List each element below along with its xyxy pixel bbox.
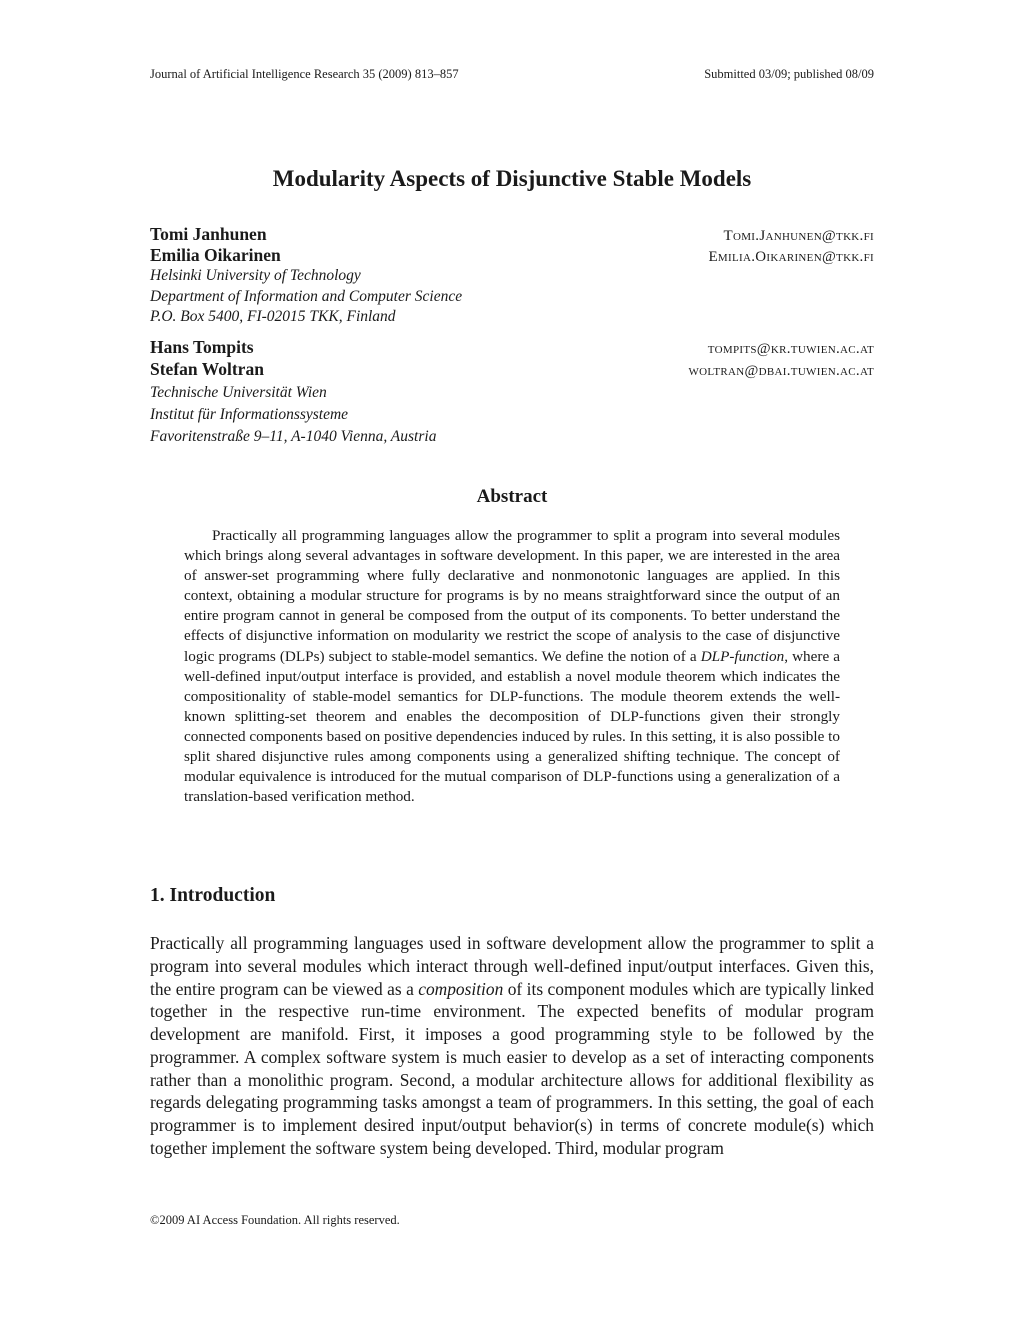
affiliation-line: P.O. Box 5400, FI-02015 TKK, Finland	[150, 308, 396, 325]
author-email: Emilia.Oikarinen@tkk.fi	[708, 249, 874, 265]
copyright-notice: ©2009 AI Access Foundation. All rights reserved.	[150, 1213, 400, 1227]
author-row	[150, 359, 874, 382]
journal-citation: Journal of Artificial Intelligence Research 35 (2009) 813–857	[150, 67, 459, 81]
abstract-text	[184, 526, 840, 807]
author-group-1	[150, 224, 874, 328]
running-head	[150, 67, 874, 82]
affiliation-line: Technische Universität Wien	[150, 384, 327, 401]
author-name: Stefan Woltran	[150, 359, 264, 379]
affiliation-line: Institut für Informationssysteme	[150, 406, 349, 423]
author-email: tompits@kr.tuwien.ac.at	[707, 341, 874, 357]
introduction-term: composition	[418, 978, 504, 999]
author-row	[150, 245, 874, 266]
affiliation-line: Helsinki University of Technology	[150, 267, 361, 284]
introduction-text	[150, 932, 874, 1160]
abstract-term: DLP-function	[700, 647, 785, 665]
author-row	[150, 224, 874, 245]
submission-dates: Submitted 03/09; published 08/09	[704, 67, 874, 81]
paper-title: Modularity Aspects of Disjunctive Stable Models	[272, 166, 752, 191]
author-email: Tomi.Janhunen@tkk.fi	[723, 228, 874, 244]
author-group-2	[150, 337, 874, 448]
introduction-text-part: Practically all programming languages used in software development allow the programmer to split a program into several modules which interact through well-defined input/output interfaces. Given this, the entire program can be viewed as a	[150, 933, 874, 999]
author-name: Emilia Oikarinen	[150, 245, 281, 265]
introduction-text-part: of its component modules which are typically linked together in the respective run-time environment. The expected benefits of modular program development are manifold. First, it imposes a good programming style to be followed by the programmer. A complex software system is much easier to develop as a set of interacting components rather than a monolithic program. Second, a modular architecture allows for additional flexibility as regards delegating programming tasks amongst a team of programmers. In this setting, the goal of each programmer is to implement desired input/output behavior(s) in terms of concrete module(s) which together implement the software system being developed. Third, modular program	[150, 978, 875, 1158]
author-email: woltran@dbai.tuwien.ac.at	[688, 363, 874, 379]
affiliation-line: Favoritenstraße 9–11, A-1040 Vienna, Austria	[150, 428, 437, 445]
author-name: Tomi Janhunen	[150, 224, 267, 244]
author-name: Hans Tompits	[150, 337, 254, 357]
section-heading-introduction: 1. Introduction	[150, 885, 276, 906]
abstract-text-part: , where a well-defined input/output interface is provided, and establish a novel module theorem which indicates the compositionality of stable-model semantics for DLP-functions. The module theorem extends the well-known splitting-set theorem and enables the decomposition of DLP-functions given their strongly connected components based on positive dependencies induced by rules. In this setting, it is also possible to split shared disjunctive rules among components using a generalized shifting technique. The concept of modular equivalence is introduced for the mutual comparison of DLP-functions using a generalization of a translation-based verification method.	[184, 647, 841, 806]
author-row	[150, 337, 874, 359]
affiliation-line: Department of Information and Computer Science	[150, 287, 463, 305]
abstract-heading: Abstract	[476, 486, 548, 507]
abstract-text-part: Practically all programming languages allow the programmer to split a program into several modules which brings along several advantages in software development. In this paper, we are interested in the area of answer-set programming where fully declarative and nonmonotonic languages are applied. In this context, obtaining a modular structure for programs is by no means straightforward since the output of an entire program cannot in general be composed from the output of its components. To better understand the effects of disjunctive information on modularity we restrict the scope of analysis to the case of disjunctive logic programs (DLPs) subject to stable-model semantics. We define the notion of a	[184, 527, 840, 665]
